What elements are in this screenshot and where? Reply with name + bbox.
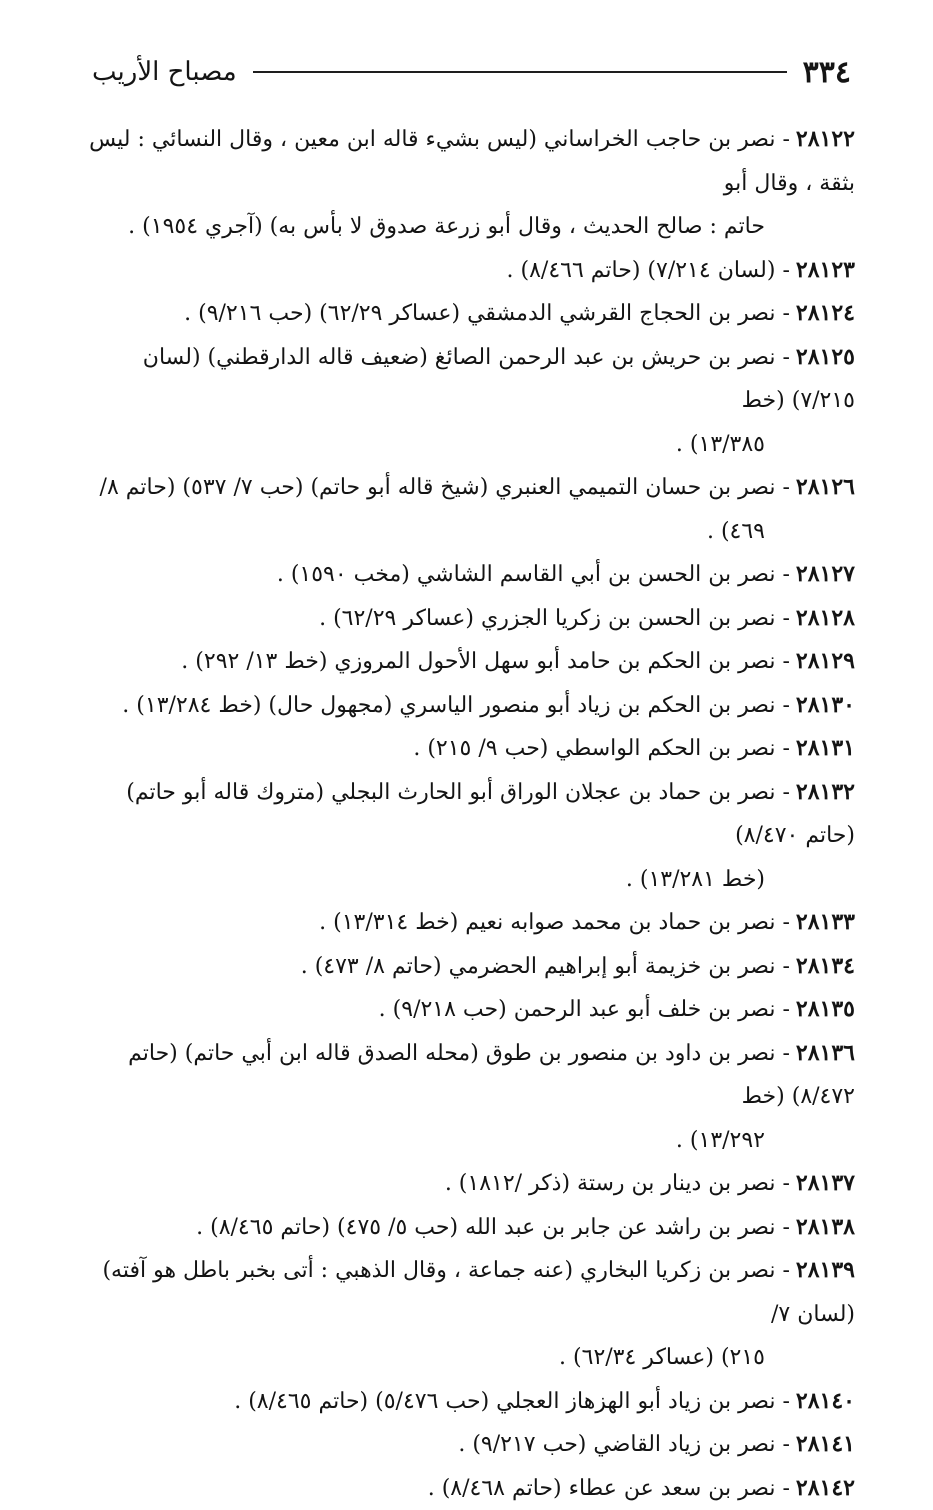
entry-continuation: ١٣/٢٩٢) . bbox=[78, 1119, 855, 1163]
entry-item bbox=[78, 727, 855, 771]
entry-item bbox=[78, 466, 855, 553]
entry-text: - نصر بن زياد القاضي (حب ٩/٢١٧) . bbox=[458, 1432, 790, 1457]
entry-text: - نصر بن زياد أبو الهزهاز العجلي (حب ٥/٤٧٦) (حاتم ٨/٤٦٥) . bbox=[234, 1389, 790, 1414]
entry-number: ٢٨١٣٣ bbox=[796, 901, 855, 945]
entry-text: - نصر بن حماد بن عجلان الوراق أبو الحارث البجلي (متروك قاله أبو حاتم) (حاتم ٨/٤٧٠) bbox=[126, 780, 855, 849]
entry-item bbox=[78, 1032, 855, 1163]
entry-text: - نصر بن خلف أبو عبد الرحمن (حب ٩/٢١٨) . bbox=[379, 997, 790, 1022]
header-rule bbox=[253, 71, 787, 73]
entry-text: - نصر بن راشد عن جابر بن عبد الله (حب ٥/ ٤٧٥) (حاتم ٨/٤٦٥) . bbox=[196, 1215, 790, 1240]
book-title: مصباح الأريب bbox=[92, 57, 237, 87]
entry-item bbox=[78, 945, 855, 989]
entry-item bbox=[78, 597, 855, 641]
entry-text: - نصر بن دينار بن رستة (ذكر /١٨١٢) . bbox=[445, 1171, 790, 1196]
entry-text: - نصر بن الحكم الواسطي (حب ٩/ ٢١٥) . bbox=[413, 736, 790, 761]
entry-item bbox=[78, 988, 855, 1032]
entry-number: ٢٨١٢٢ bbox=[796, 118, 855, 162]
entry-text: - نصر بن خزيمة أبو إبراهيم الحضرمي (حاتم ٨/ ٤٧٣) . bbox=[301, 954, 790, 979]
entry-item bbox=[78, 901, 855, 945]
entry-text: - نصر بن الحسن بن زكريا الجزري (عساكر ٦٢/٢٩) . bbox=[319, 606, 790, 631]
entry-number: ٢٨١٢٤ bbox=[796, 292, 855, 336]
page-number: ٣٣٤ bbox=[803, 55, 851, 90]
entry-item bbox=[78, 1380, 855, 1424]
entry-text: - نصر بن زكريا البخاري (عنه جماعة ، وقال الذهبي : أتى بخبر باطل هو آفته) (لسان ٧/ bbox=[102, 1258, 855, 1327]
entry-number: ٢٨١٢٨ bbox=[796, 597, 855, 641]
entry-item bbox=[78, 292, 855, 336]
entry-item bbox=[78, 1162, 855, 1206]
entry-text: - نصر بن الحكم بن حامد أبو سهل الأحول المروزي (خط ١٣/ ٢٩٢) . bbox=[181, 649, 790, 674]
entry-continuation: ١٣/٣٨٥) . bbox=[78, 423, 855, 467]
entry-item bbox=[78, 771, 855, 902]
entry-item bbox=[78, 1206, 855, 1250]
entry-number: ٢٨١٢٧ bbox=[796, 553, 855, 597]
entry-number: ٢٨١٣٥ bbox=[796, 988, 855, 1032]
entry-number: ٢٨١٣٤ bbox=[796, 945, 855, 989]
entry-number: ٢٨١٤١ bbox=[796, 1423, 855, 1467]
entry-continuation: ٢١٥) (عساكر ٦٢/٣٤) . bbox=[78, 1336, 855, 1380]
entry-text: - نصر بن داود بن منصور بن طوق (محله الصدق قاله ابن أبي حاتم) (حاتم ٨/٤٧٢) (خط bbox=[128, 1041, 855, 1110]
entry-continuation: حاتم : صالح الحديث ، وقال أبو زرعة صدوق لا بأس به) (آجري ١٩٥٤) . bbox=[78, 205, 855, 249]
entry-number: ٢٨١٢٣ bbox=[796, 249, 855, 293]
entry-number: ٢٨١٣٦ bbox=[796, 1032, 855, 1076]
entry-item bbox=[78, 1423, 855, 1467]
entry-text: - نصر بن سعد عن عطاء (حاتم ٨/٤٦٨) . bbox=[428, 1476, 790, 1501]
entry-number: ٢٨١٣٨ bbox=[796, 1206, 855, 1250]
entry-number: ٢٨١٢٩ bbox=[796, 640, 855, 684]
entry-item bbox=[78, 684, 855, 728]
entry-number: ٢٨١٢٦ bbox=[796, 466, 855, 510]
entry-text: - (لسان ٧/٢١٤) (حاتم ٨/٤٦٦) . bbox=[507, 258, 790, 283]
entry-item bbox=[78, 249, 855, 293]
entry-number: ٢٨١٣٠ bbox=[796, 684, 855, 728]
entry-number: ٢٨١٤٠ bbox=[796, 1380, 855, 1424]
entry-number: ٢٨١٤٢ bbox=[796, 1467, 855, 1510]
entry-continuation: (خط ١٣/٢٨١) . bbox=[78, 858, 855, 902]
entry-text: - نصر بن حماد بن محمد صوابه نعيم (خط ١٣/٣١٤) . bbox=[319, 910, 790, 935]
entry-number: ٢٨١٣١ bbox=[796, 727, 855, 771]
entry-text: - نصر بن الحسن بن أبي القاسم الشاشي (مخب ١٥٩٠) . bbox=[277, 562, 790, 587]
entries-list bbox=[78, 118, 855, 1510]
entry-item bbox=[78, 118, 855, 249]
entry-item bbox=[78, 336, 855, 467]
entry-number: ٢٨١٣٧ bbox=[796, 1162, 855, 1206]
entry-text: - نصر بن الحكم بن زياد أبو منصور الياسري (مجهول حال) (خط ١٣/٢٨٤) . bbox=[122, 693, 790, 718]
page-header bbox=[92, 52, 851, 92]
entry-number: ٢٨١٣٩ bbox=[796, 1249, 855, 1293]
entry-item bbox=[78, 553, 855, 597]
entry-item bbox=[78, 1467, 855, 1510]
entry-item bbox=[78, 640, 855, 684]
entry-number: ٢٨١٣٢ bbox=[796, 771, 855, 815]
entry-continuation: ٤٦٩) . bbox=[78, 510, 855, 554]
entry-item bbox=[78, 1249, 855, 1380]
entry-text: - نصر بن حريش بن عبد الرحمن الصائغ (ضعيف قاله الدارقطني) (لسان ٧/٢١٥) (خط bbox=[143, 345, 855, 414]
entry-text: - نصر بن حاجب الخراساني (ليس بشيء قاله ابن معين ، وقال النسائي : ليس بثقة ، وقال أبو bbox=[89, 127, 855, 196]
entry-number: ٢٨١٢٥ bbox=[796, 336, 855, 380]
entry-text: - نصر بن حسان التميمي العنبري (شيخ قاله أبو حاتم) (حب ٧/ ٥٣٧) (حاتم ٨/ bbox=[100, 475, 790, 500]
entry-text: - نصر بن الحجاج القرشي الدمشقي (عساكر ٦٢/٢٩) (حب ٩/٢١٦) . bbox=[184, 301, 790, 326]
